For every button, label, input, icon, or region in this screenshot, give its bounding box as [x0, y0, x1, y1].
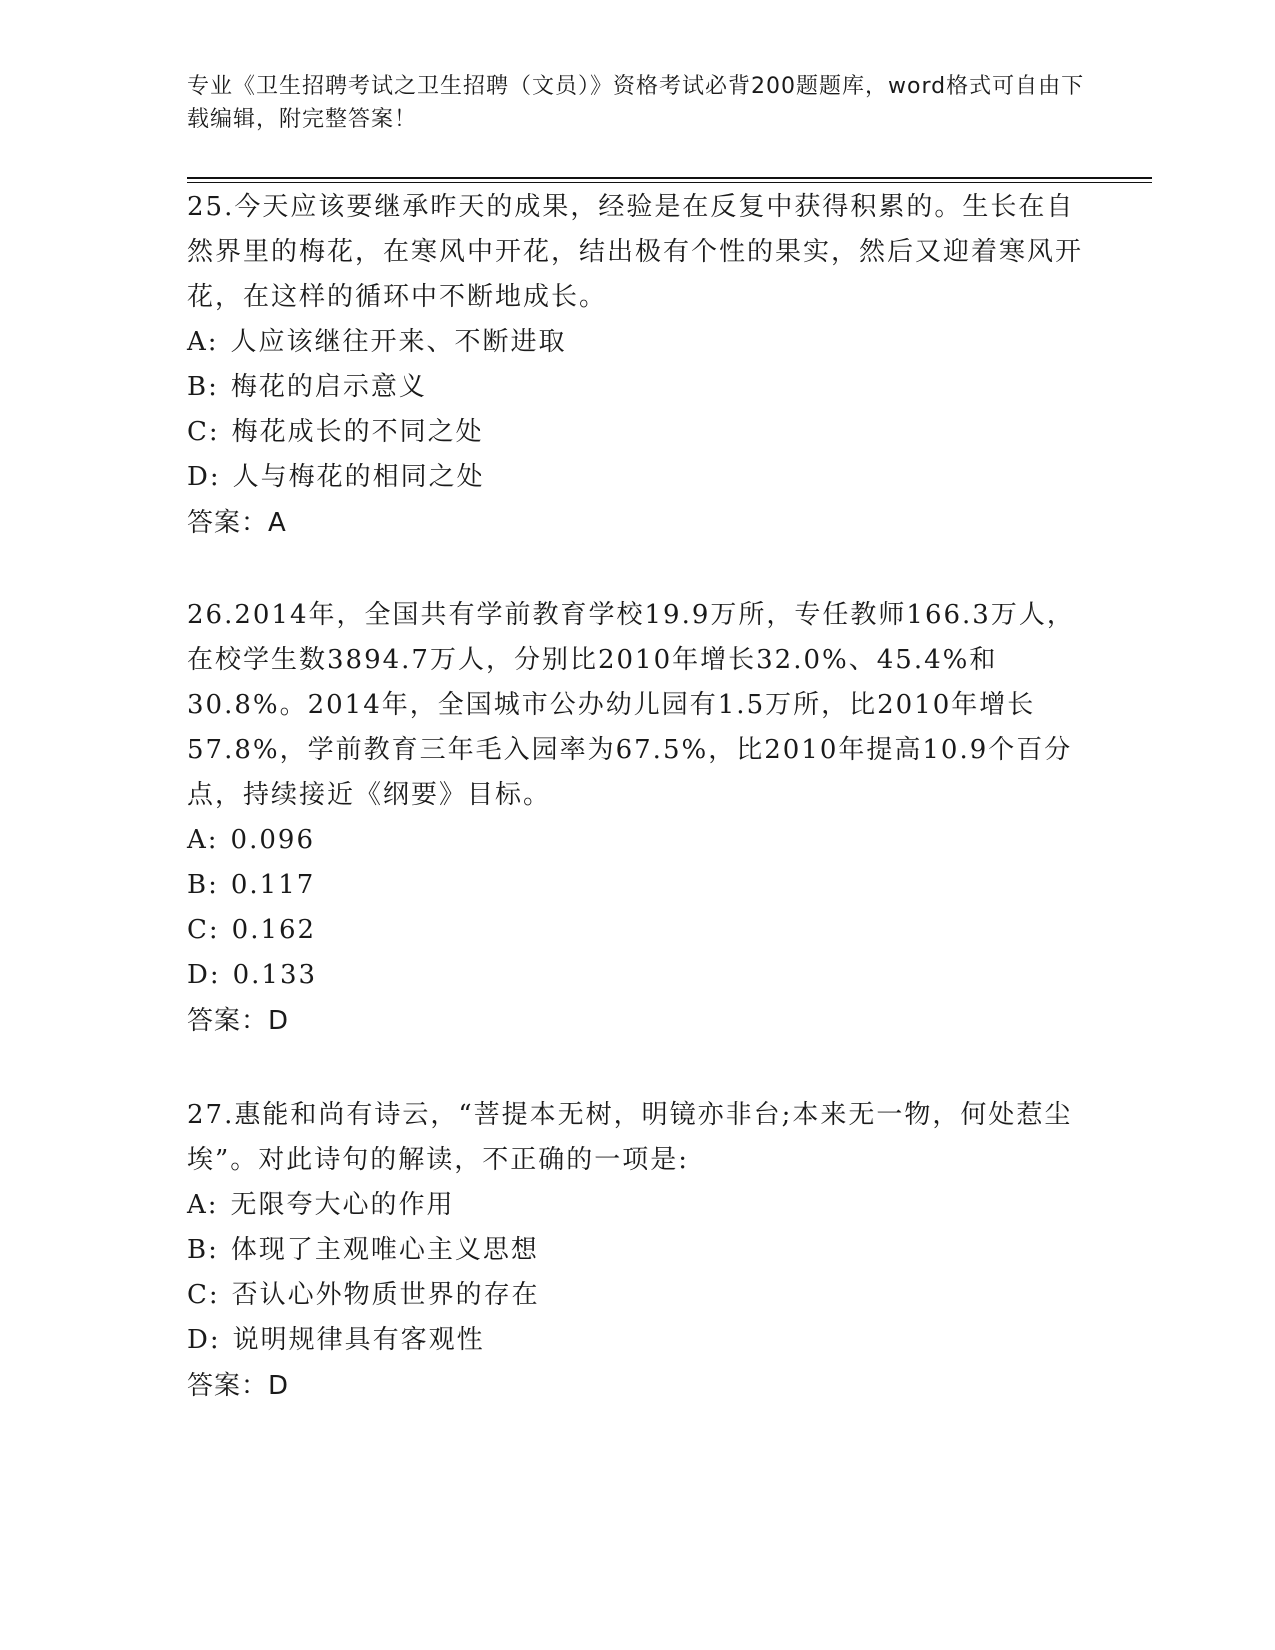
option-b [187, 863, 1087, 908]
option-key: B: [187, 870, 219, 900]
question-25 [187, 185, 1087, 546]
answer-label: 答案：A [187, 508, 287, 538]
option-key: C: [187, 1280, 220, 1310]
option-b [187, 1228, 1087, 1273]
option-text: 否认心外物质世界的存在 [231, 1280, 540, 1310]
header-rule-thick [187, 177, 1152, 179]
option-key: D: [187, 1325, 221, 1355]
option-text: 人应该继往开来、不断进取 [230, 327, 567, 357]
option-c [187, 908, 1087, 953]
option-key: D: [187, 462, 221, 492]
option-c [187, 410, 1087, 455]
option-text: 体现了主观唯心主义思想 [230, 1235, 539, 1265]
option-text: 0.133 [232, 960, 318, 990]
option-a [187, 1183, 1087, 1228]
option-key: B: [187, 1235, 219, 1265]
answer-label: 答案：D [187, 1006, 290, 1036]
option-text: 梅花成长的不同之处 [231, 417, 484, 447]
option-key: C: [187, 915, 220, 945]
question-27 [187, 1093, 1087, 1409]
option-d [187, 953, 1087, 998]
option-text: 0.096 [230, 825, 315, 855]
option-b [187, 365, 1087, 410]
document-header: 专业《卫生招聘考试之卫生招聘（文员）》资格考试必背200题题库，word格式可自由下载编辑，附完整答案！ [187, 74, 1085, 132]
option-a [187, 818, 1087, 863]
option-text: 0.162 [231, 915, 317, 945]
option-key: D: [187, 960, 221, 990]
option-key: A: [187, 327, 219, 357]
option-text: 说明规律具有客观性 [232, 1325, 485, 1355]
option-key: B: [187, 372, 219, 402]
option-key: A: [187, 1190, 219, 1220]
question-26 [187, 593, 1087, 1044]
answer-label: 答案：D [187, 1371, 290, 1401]
option-d [187, 1318, 1087, 1363]
option-text: 无限夸大心的作用 [230, 1190, 455, 1220]
option-key: C: [187, 417, 220, 447]
option-key: A: [187, 825, 219, 855]
option-d [187, 455, 1087, 500]
question-stem: 27.惠能和尚有诗云，“菩提本无树，明镜亦非台;本来无一物，何处惹尘埃”。对此诗句的解读，不正确的一项是: [187, 1100, 1073, 1175]
option-text: 梅花的启示意义 [230, 372, 427, 402]
header-rule-thin [187, 182, 1152, 183]
option-c [187, 1273, 1087, 1318]
option-a [187, 320, 1087, 365]
question-stem: 26.2014年，全国共有学前教育学校19.9万所，专任教师166.3万人，在校学生数3894.7万人，分别比2010年增长32.0%、45.4%和30.8%。2014年，全国城市公办幼儿园有1.5万所，比2010年增长57.8%，学前教育三年毛入园率为67.5%，比2010年提高10.9个百分点，持续接近《纲要》目标。 [187, 600, 1075, 810]
option-text: 人与梅花的相同之处 [232, 462, 485, 492]
question-stem: 25.今天应该要继承昨天的成果，经验是在反复中获得积累的。生长在自然界里的梅花，在寒风中开花，结出极有个性的果实，然后又迎着寒风开花，在这样的循环中不断地成长。 [187, 192, 1084, 312]
option-text: 0.117 [230, 870, 316, 900]
